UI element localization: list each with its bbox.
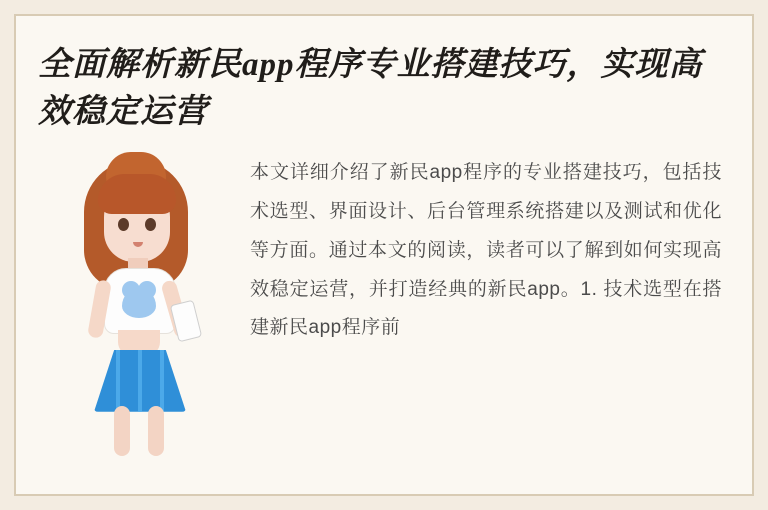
article-content [38, 154, 730, 454]
skirt-stripe-shape [116, 350, 120, 412]
leg-left-shape [114, 406, 130, 456]
page-title: 全面解析新民app程序专业搭建技巧，实现高效稳定运营 [38, 47, 703, 130]
eye-right-shape [145, 218, 156, 231]
article-frame [14, 14, 754, 496]
heart-icon [122, 288, 156, 318]
bangs-shape [98, 174, 176, 214]
skirt-stripe-shape [138, 350, 142, 412]
article-body: 本文详细介绍了新民app程序的专业搭建技巧，包括技术选型、界面设计、后台管理系统搭建以及测试和优化等方面。通过本文的阅读，读者可以了解到如何实现高效稳定运营，并打造经典的新民app。1. 技术选型在搭建新民app程序前 [250, 161, 722, 339]
eye-left-shape [118, 218, 129, 231]
anime-girl-illustration [48, 154, 228, 454]
leg-right-shape [148, 406, 164, 456]
skirt-stripe-shape [160, 350, 164, 412]
